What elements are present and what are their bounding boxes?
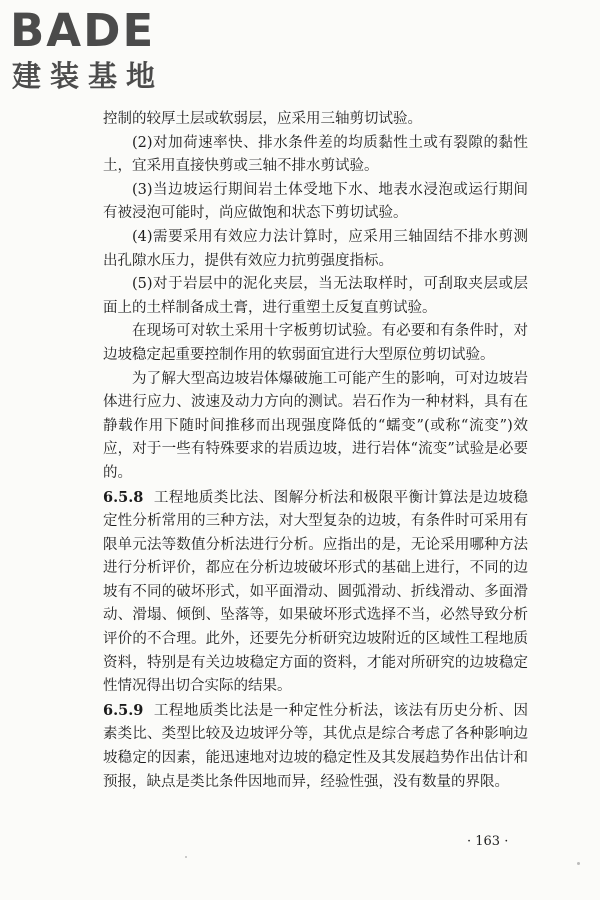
- logo-subtitle: 建装基地: [12, 59, 165, 93]
- paragraph-rock-test: 为了解大型高边坡岩体爆破施工可能产生的影响，可对边坡岩体进行应力、波速及动力方向的测试。岩石作为一种材料，具有在静载作用下随时间推移而出现强度降低的“蠕变”(或称“流变”)效应，对于一些有特殊要求的岩质边坡，进行岩体“流变”试验是必要的。: [103, 370, 528, 481]
- section-6-5-9: [103, 699, 528, 794]
- section-6-5-8: [103, 486, 528, 699]
- page-body: [103, 108, 528, 794]
- section-text: 工程地质类比法、图解分析法和极限平衡计算法是边坡稳定性分析常用的三种方法，对大型复杂的边坡，有条件时可采用有限单元法等数值分析法进行分析。应指出的是，无论采用哪种方法进行分析评价，都应在分析边坡破坏形式的基础上进行，不同的边坡有不同的破坏形式，如平面滑动、圆弧滑动、折线滑动、多面滑动、滑塌、倾倒、坠落等，如果破坏形式选择不当，必然导致分析评价的不合理。此外，还要先分析研究边坡附近的区域性工程地质资料，特别是有关边坡稳定方面的资料，才能对所研究的边坡稳定性情况得出切合实际的结果。: [103, 489, 528, 695]
- page-number: · 163 ·: [467, 834, 509, 849]
- section-text: 工程地质类比法是一种定性分析法，该法有历史分析、因素类比、类型比较及边坡评分等，其优点是综合考虑了各种影响边坡稳定的因素，能迅速地对边坡的稳定性及其发展趋势作出估计和预报，缺点是类比条件因地而异，经验性强，没有数量的界限。: [103, 702, 528, 790]
- logo-wordmark: BADE: [10, 4, 156, 57]
- brand-logo: [10, 6, 185, 96]
- paragraph-field-test: 在现场可对软土采用十字板剪切试验。有必要和有条件时，对边坡稳定起重要控制作用的软弱面宜进行大型原位剪切试验。: [103, 323, 528, 363]
- paragraph-item-2: (2)对加荷速率快、排水条件差的均质黏性土或有裂隙的黏性土，宜采用直接快剪或三轴不排水剪试验。: [103, 134, 528, 175]
- scan-speck: [577, 862, 580, 865]
- paragraph-item-5: (5)对于岩层中的泥化夹层，当无法取样时，可刮取夹层或层面上的土样制备成土膏，进行重塑土反复直剪试验。: [103, 276, 528, 316]
- paragraph-continuation: 控制的较厚土层或软弱层，应采用三轴剪切试验。: [103, 111, 422, 127]
- scan-speck: [185, 856, 187, 858]
- paragraph-item-4: (4)需要采用有效应力法计算时，应采用三轴固结不排水剪测出孔隙水压力，提供有效应力抗剪强度指标。: [103, 228, 528, 269]
- section-number: 6.5.9: [103, 701, 144, 719]
- section-number: 6.5.8: [103, 488, 144, 506]
- paragraph-item-3: (3)当边坡运行期间岩土体受地下水、地表水浸泡或运行期间有被浸泡可能时，尚应做饱和状态下剪切试验。: [103, 181, 528, 222]
